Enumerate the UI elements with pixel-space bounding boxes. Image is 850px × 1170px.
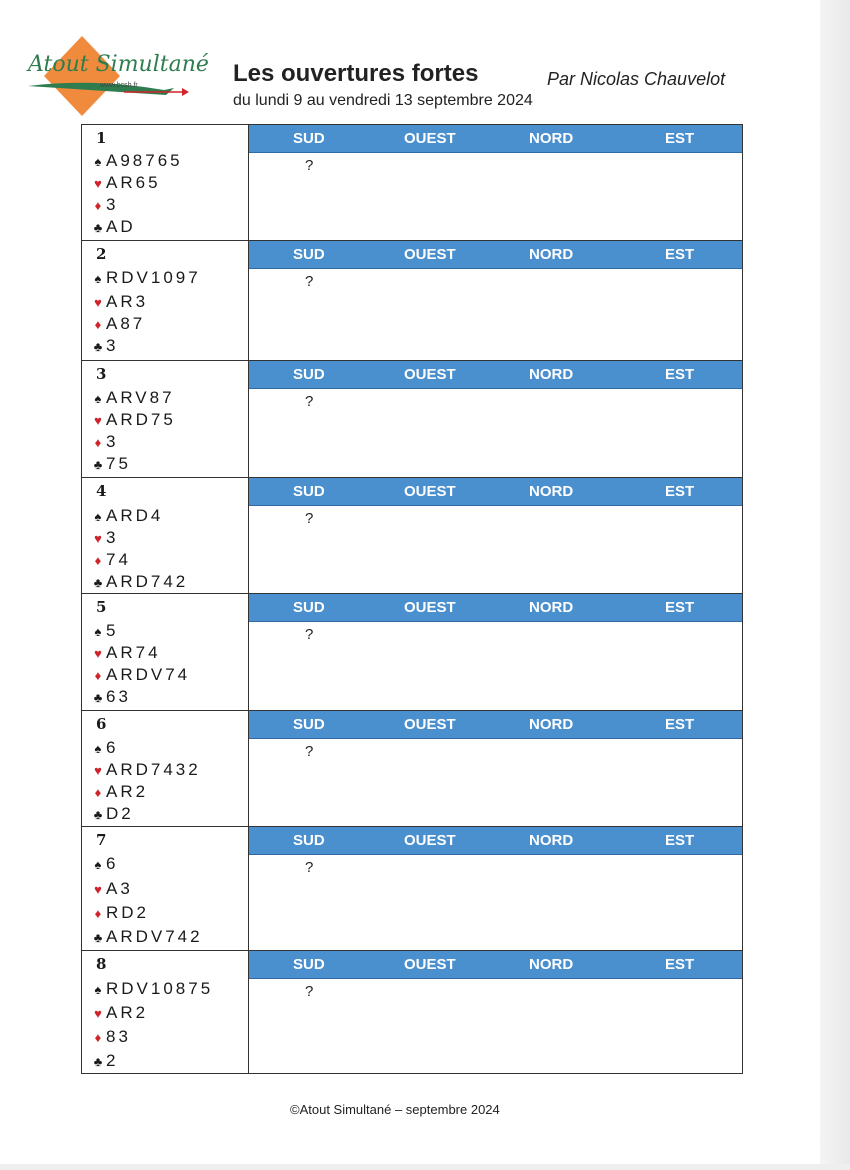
- bidding-box: [249, 711, 742, 826]
- bidding-header: [249, 827, 742, 855]
- clubs-holding: [90, 217, 136, 237]
- column-est: EST: [665, 832, 695, 849]
- diamond-icon: ♦: [94, 906, 102, 921]
- clubs-holding: [90, 336, 118, 356]
- diamonds-cards: RD2: [106, 903, 150, 922]
- club-icon: ♣: [93, 339, 103, 354]
- spade-icon: ♠: [94, 391, 102, 406]
- clubs-holding: [90, 687, 131, 707]
- hearts-cards: AR65: [106, 173, 161, 192]
- logo-url: www.bcsh.fr: [100, 82, 138, 89]
- hand-cell: [82, 827, 249, 950]
- diamonds-cards: 83: [106, 1027, 131, 1046]
- spades-holding: [90, 151, 183, 171]
- column-nord: NORD: [529, 130, 574, 147]
- spades-holding: [90, 738, 118, 758]
- clubs-cards: 3: [106, 336, 119, 355]
- south-bid-question: ?: [305, 983, 314, 1000]
- hearts-holding: [90, 173, 161, 193]
- clubs-cards: 63: [106, 687, 131, 706]
- spades-cards: A98765: [106, 151, 183, 170]
- column-nord: NORD: [529, 246, 574, 263]
- heart-icon: ♥: [94, 295, 102, 310]
- hand-cell: [82, 478, 249, 593]
- spades-holding: [90, 854, 118, 874]
- column-sud: SUD: [293, 832, 325, 849]
- diamonds-holding: [90, 195, 118, 215]
- diamonds-cards: 74: [106, 550, 131, 569]
- hearts-cards: A3: [106, 879, 133, 898]
- bidding-box: [249, 125, 742, 240]
- hearts-cards: 3: [106, 528, 119, 547]
- bidding-header: [249, 711, 742, 739]
- spade-icon: ♠: [94, 624, 102, 639]
- diamonds-cards: AR2: [106, 782, 149, 801]
- hearts-holding: [90, 528, 118, 548]
- board-number: 3: [96, 365, 107, 383]
- spades-cards: ARD4: [106, 506, 164, 525]
- board-7: [82, 827, 742, 951]
- column-nord: NORD: [529, 483, 574, 500]
- board-number: 8: [96, 955, 107, 973]
- club-icon: ♣: [93, 457, 103, 472]
- atout-simultane-logo: [24, 34, 209, 118]
- diamonds-cards: A87: [106, 314, 146, 333]
- clubs-holding: [90, 1051, 118, 1071]
- column-ouest: OUEST: [404, 716, 456, 733]
- board-number: 4: [96, 482, 107, 500]
- bidding-box: [249, 594, 742, 710]
- board-number: 2: [96, 245, 107, 263]
- column-ouest: OUEST: [404, 483, 456, 500]
- board-5: [82, 594, 742, 711]
- board-number: 7: [96, 831, 107, 849]
- clubs-cards: 75: [106, 454, 131, 473]
- bidding-box: [249, 478, 742, 593]
- clubs-holding: [90, 454, 131, 474]
- heart-icon: ♥: [94, 1006, 102, 1021]
- spades-cards: ARV87: [106, 388, 175, 407]
- hand-cell: [82, 711, 249, 826]
- column-sud: SUD: [293, 246, 325, 263]
- spades-cards: 5: [106, 621, 119, 640]
- date-range: du lundi 9 au vendredi 13 septembre 2024: [233, 92, 533, 109]
- spades-holding: [90, 388, 175, 408]
- column-est: EST: [665, 130, 695, 147]
- diamonds-holding: [90, 550, 131, 570]
- column-nord: NORD: [529, 366, 574, 383]
- hearts-cards: AR2: [106, 1003, 149, 1022]
- column-ouest: OUEST: [404, 956, 456, 973]
- hand-cell: [82, 241, 249, 360]
- heart-icon: ♥: [94, 531, 102, 546]
- column-ouest: OUEST: [404, 832, 456, 849]
- column-sud: SUD: [293, 716, 325, 733]
- column-sud: SUD: [293, 130, 325, 147]
- column-ouest: OUEST: [404, 599, 456, 616]
- south-bid-question: ?: [305, 743, 314, 760]
- diamond-icon: ♦: [94, 553, 102, 568]
- column-est: EST: [665, 483, 695, 500]
- column-nord: NORD: [529, 599, 574, 616]
- south-bid-question: ?: [305, 157, 314, 174]
- diamonds-cards: ARDV74: [106, 665, 191, 684]
- hearts-holding: [90, 292, 148, 312]
- spades-cards: RDV1097: [106, 268, 201, 287]
- page-bottom-edge: [0, 1164, 850, 1170]
- column-nord: NORD: [529, 956, 574, 973]
- spade-icon: ♠: [94, 857, 102, 872]
- diamond-icon: ♦: [94, 435, 102, 450]
- clubs-cards: ARD742: [106, 572, 189, 591]
- spades-holding: [90, 506, 163, 526]
- spade-icon: ♠: [94, 154, 102, 169]
- footer-copyright: ©Atout Simultané – septembre 2024: [290, 1102, 500, 1117]
- bidding-box: [249, 361, 742, 477]
- hearts-holding: [90, 1003, 148, 1023]
- column-sud: SUD: [293, 956, 325, 973]
- column-sud: SUD: [293, 483, 325, 500]
- board-4: [82, 478, 742, 594]
- diamonds-cards: 3: [106, 432, 119, 451]
- column-nord: NORD: [529, 832, 574, 849]
- hand-cell: [82, 125, 249, 240]
- bidding-header: [249, 594, 742, 622]
- diamond-icon: ♦: [94, 198, 102, 213]
- diamond-icon: ♦: [94, 668, 102, 683]
- column-nord: NORD: [529, 716, 574, 733]
- spade-icon: ♠: [94, 509, 102, 524]
- club-icon: ♣: [93, 690, 103, 705]
- logo-text: Atout Simultané: [28, 52, 209, 77]
- hearts-cards: ARD7432: [106, 760, 201, 779]
- hand-cell: [82, 361, 249, 477]
- board-8: [82, 951, 742, 1073]
- spade-icon: ♠: [94, 982, 102, 997]
- bidding-header: [249, 125, 742, 153]
- spade-icon: ♠: [94, 271, 102, 286]
- column-est: EST: [665, 716, 695, 733]
- page-title: Les ouvertures fortes: [233, 60, 479, 87]
- hearts-holding: [90, 410, 176, 430]
- hearts-cards: AR3: [106, 292, 149, 311]
- board-2: [82, 241, 742, 361]
- boards-grid: [81, 124, 743, 1074]
- board-number: 5: [96, 598, 107, 616]
- diamonds-holding: [90, 782, 148, 802]
- bidding-header: [249, 361, 742, 389]
- spades-holding: [90, 268, 201, 288]
- spades-cards: 6: [106, 854, 119, 873]
- club-icon: ♣: [93, 930, 103, 945]
- board-6: [82, 711, 742, 827]
- diamonds-holding: [90, 314, 145, 334]
- column-est: EST: [665, 956, 695, 973]
- clubs-holding: [90, 804, 134, 824]
- south-bid-question: ?: [305, 510, 314, 527]
- diamonds-cards: 3: [106, 195, 119, 214]
- column-ouest: OUEST: [404, 130, 456, 147]
- board-3: [82, 361, 742, 478]
- heart-icon: ♥: [94, 176, 102, 191]
- bidding-box: [249, 241, 742, 360]
- south-bid-question: ?: [305, 273, 314, 290]
- club-icon: ♣: [93, 575, 103, 590]
- clubs-cards: D2: [106, 804, 134, 823]
- column-sud: SUD: [293, 366, 325, 383]
- diamond-icon: ♦: [94, 785, 102, 800]
- clubs-cards: 2: [106, 1051, 119, 1070]
- bidding-box: [249, 827, 742, 950]
- spades-cards: RDV10875: [106, 979, 214, 998]
- bidding-box: [249, 951, 742, 1073]
- spades-holding: [90, 979, 213, 999]
- club-icon: ♣: [93, 220, 103, 235]
- column-est: EST: [665, 599, 695, 616]
- diamond-icon: ♦: [94, 317, 102, 332]
- hearts-holding: [90, 643, 161, 663]
- page-edge-shadow: [820, 0, 850, 1170]
- hearts-holding: [90, 879, 133, 899]
- board-number: 1: [96, 129, 107, 147]
- hearts-cards: ARD75: [106, 410, 176, 429]
- bidding-header: [249, 241, 742, 269]
- column-ouest: OUEST: [404, 246, 456, 263]
- south-bid-question: ?: [305, 626, 314, 643]
- column-sud: SUD: [293, 599, 325, 616]
- hearts-cards: AR74: [106, 643, 161, 662]
- hand-cell: [82, 951, 249, 1073]
- spades-cards: 6: [106, 738, 119, 757]
- clubs-cards: AD: [106, 217, 136, 236]
- heart-icon: ♥: [94, 413, 102, 428]
- heart-icon: ♥: [94, 646, 102, 661]
- board-1: [82, 125, 742, 241]
- south-bid-question: ?: [305, 393, 314, 410]
- diamonds-holding: [90, 903, 149, 923]
- club-icon: ♣: [93, 807, 103, 822]
- club-icon: ♣: [93, 1054, 103, 1069]
- south-bid-question: ?: [305, 859, 314, 876]
- board-number: 6: [96, 715, 107, 733]
- spades-holding: [90, 621, 118, 641]
- clubs-cards: ARDV742: [106, 927, 203, 946]
- diamond-icon: ♦: [94, 1030, 102, 1045]
- hand-cell: [82, 594, 249, 710]
- heart-icon: ♥: [94, 763, 102, 778]
- column-ouest: OUEST: [404, 366, 456, 383]
- bidding-header: [249, 478, 742, 506]
- clubs-holding: [90, 572, 188, 592]
- column-est: EST: [665, 366, 695, 383]
- column-est: EST: [665, 246, 695, 263]
- clubs-holding: [90, 927, 203, 947]
- diamonds-holding: [90, 665, 190, 685]
- bidding-header: [249, 951, 742, 979]
- spade-icon: ♠: [94, 741, 102, 756]
- author: Par Nicolas Chauvelot: [547, 69, 726, 89]
- heart-icon: ♥: [94, 882, 102, 897]
- diamonds-holding: [90, 432, 118, 452]
- diamonds-holding: [90, 1027, 131, 1047]
- hearts-holding: [90, 760, 201, 780]
